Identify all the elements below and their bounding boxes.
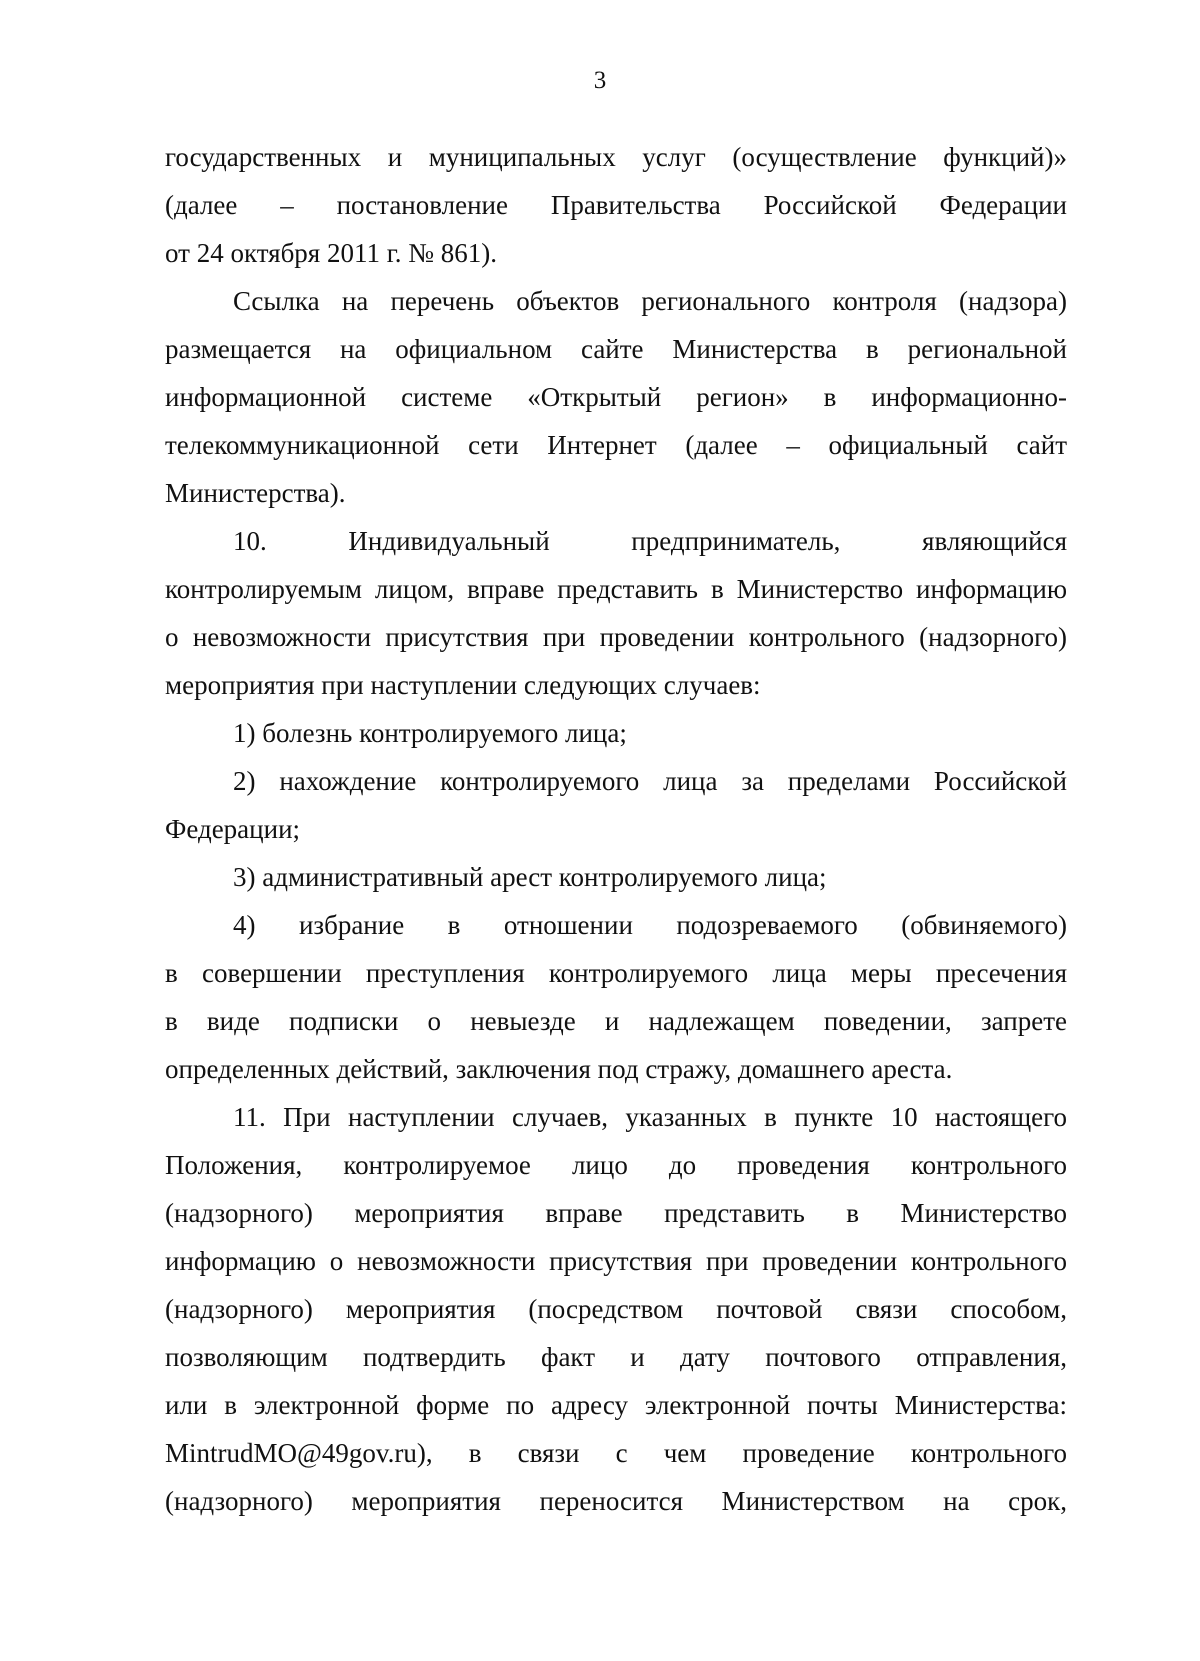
text-line: контролируемым лицом, вправе представить в Министерство информацию [165,574,1067,604]
text-line: (надзорного) мероприятия (посредством почтовой связи способом, [165,1294,1067,1324]
text-line: Федерации; [165,814,301,844]
text-line: (далее – постановление Правительства Российской Федерации [165,190,1067,220]
text-line: в виде подписки о невыезде и надлежащем поведении, запрете [165,1006,1067,1036]
text-line: размещается на официальном сайте Министерства в региональной [165,334,1067,364]
text-line: 2) нахождение контролируемого лица за пределами Российской [233,766,1067,796]
email-address-line: MintrudMO@49gov.ru), в связи с чем проведение контрольного [165,1438,1067,1468]
text-line: информационной системе «Открытый регион» в информационно- [165,382,1067,412]
text-line: Ссылка на перечень объектов регионального контроля (надзора) [233,286,1067,316]
paragraph-item-10 [165,517,1067,709]
paragraph-reference-link [165,277,1067,517]
text-line: 3) административный арест контролируемого лица; [233,862,827,892]
text-line: или в электронной форме по адресу электронной почты Министерства: [165,1390,1067,1420]
paragraph-subitem-2 [165,757,1067,853]
text-line: 1) болезнь контролируемого лица; [233,718,627,748]
paragraph-subitem-3 [165,853,1067,901]
text-line: 4) избрание в отношении подозреваемого (обвиняемого) [233,910,1067,940]
page-number: 3 [593,67,607,94]
text-line: от 24 октября 2011 г. № 861). [165,238,498,268]
paragraph-continuation [165,133,1067,277]
text-line: о невозможности присутствия при проведении контрольного (надзорного) [165,622,1067,652]
text-line: телекоммуникационной сети Интернет (далее – официальный сайт [165,430,1067,460]
paragraph-subitem-1 [165,709,1067,757]
text-line: определенных действий, заключения под стражу, домашнего ареста. [165,1054,953,1084]
text-line: (надзорного) мероприятия вправе представить в Министерство [165,1198,1067,1228]
text-line: 10. Индивидуальный предприниматель, являющийся [233,526,1067,556]
text-line: Министерства). [165,478,346,508]
text-line: (надзорного) мероприятия переносится Министерством на срок, [165,1486,1067,1516]
paragraph-item-11 [165,1093,1067,1525]
text-line: в совершении преступления контролируемого лица меры пресечения [165,958,1067,988]
text-line: информацию о невозможности присутствия при проведении контрольного [165,1246,1067,1276]
document-body [165,133,1067,1525]
text-line: государственных и муниципальных услуг (осуществление функций)» [165,142,1067,172]
text-line: Положения, контролируемое лицо до проведения контрольного [165,1150,1067,1180]
text-line: 11. При наступлении случаев, указанных в пункте 10 настоящего [233,1102,1067,1132]
text-line: позволяющим подтвердить факт и дату почтового отправления, [165,1342,1067,1372]
text-line: мероприятия при наступлении следующих случаев: [165,670,761,700]
paragraph-subitem-4 [165,901,1067,1093]
